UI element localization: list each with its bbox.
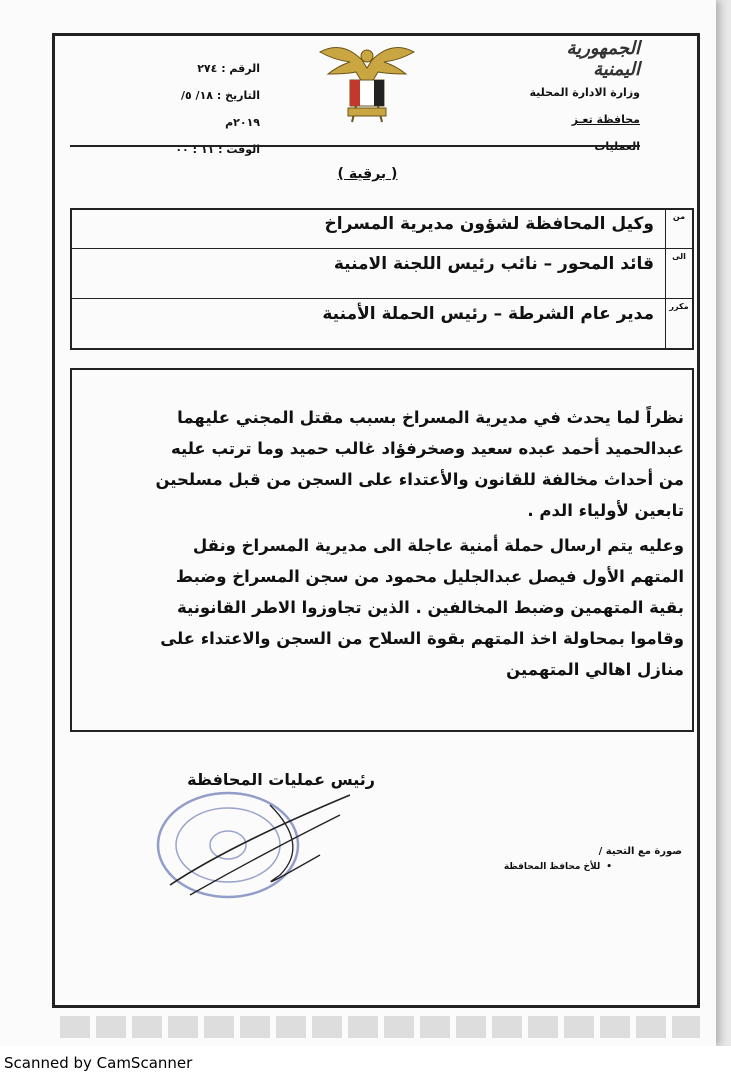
signature-title: رئيس عمليات المحافظة (187, 770, 375, 789)
body-line: وعليه يتم ارسال حملة أمنية عاجلة الى مديرية المسراخ ونقل (192, 536, 684, 555)
routing-value-from: وكيل المحافظة لشؤون مديرية المسراخ (324, 214, 654, 234)
routing-row-divider (72, 298, 692, 299)
routing-value-cc: مدير عام الشرطة – رئيس الحملة الأمنية (322, 304, 654, 324)
national-emblem-icon (312, 38, 422, 126)
date-row: التاريخ : ١٨/ ٥/ ٢٠١٩م (180, 89, 260, 129)
reference-number: ٢٧٤ (197, 62, 218, 75)
watermark-text: Scanned by CamScanner (4, 1054, 193, 1072)
reference-number-row: الرقم : ٢٧٤ (197, 62, 260, 75)
routing-row-cc (72, 300, 692, 348)
body-line: منازل اهالي المتهمين (506, 660, 684, 679)
body-line: نظراً لما يحدث في مديرية المسراخ بسبب مقتل المجني عليهما (177, 408, 684, 427)
cc-recipient (480, 862, 612, 872)
body-line: عبدالحميد أحمد عبده سعيد وصخرفؤاد غالب حميد وما ترتب عليه (170, 439, 684, 458)
time-row: الوقت : ١١ : ٠٠ (175, 143, 260, 156)
routing-row-to (72, 250, 692, 300)
message-body (70, 368, 694, 732)
letterhead-authority (520, 38, 640, 153)
reference-number-label: الرقم (229, 62, 260, 75)
body-line: وقاموا بمحاولة اخذ المتهم بقوة السلاح من السجن والاعتداء على (160, 629, 684, 648)
ministry-name: وزارة الادارة المحلية (529, 86, 640, 99)
time-value: ١١ : ٠٠ (175, 143, 215, 156)
official-stamp-icon (150, 785, 350, 915)
routing-row-from (72, 210, 692, 248)
date-label: التاريخ (225, 89, 260, 102)
body-line: من أحداث مخالفة للقانون والأعتداء على السجن من قبل مسلحين (155, 470, 684, 489)
routing-label-from: من (672, 212, 686, 221)
camscanner-watermark (0, 1046, 731, 1080)
header-divider (70, 145, 640, 147)
body-line: بقية المتهمين وضبط المخالفين . الذين تجاوزوا الاطر القانونية (176, 598, 684, 617)
routing-label-cc: مكرر (669, 302, 689, 311)
time-label: الوقت (226, 143, 260, 156)
routing-label-to: الى (672, 252, 686, 261)
governorate-name: محافظة تعـز (571, 113, 640, 126)
routing-row-divider (72, 248, 692, 249)
routing-value-to: قائد المحور – نائب رئيس اللجنة الامنية (333, 254, 654, 274)
bullet-icon: • (606, 862, 612, 872)
document-title: ( برقية ) (337, 166, 398, 182)
bleed-through-text (60, 1016, 700, 1038)
republic-calligraphy: الجمهورية اليمنية (566, 38, 640, 80)
cc-heading: صورة مع التحية / (598, 846, 682, 857)
date-value: ١٨/ ٥/ ٢٠١٩م (180, 89, 260, 129)
body-line: المتهم الأول فيصل عبدالجليل محمود من سجن المسراخ وضبط (175, 567, 684, 586)
cc-recipient-name: للأخ محافظ المحافظة (503, 862, 601, 872)
department-name: العمليات (594, 140, 640, 153)
routing-table (70, 208, 694, 350)
body-line: تابعين لأولياء الدم . (527, 501, 684, 520)
